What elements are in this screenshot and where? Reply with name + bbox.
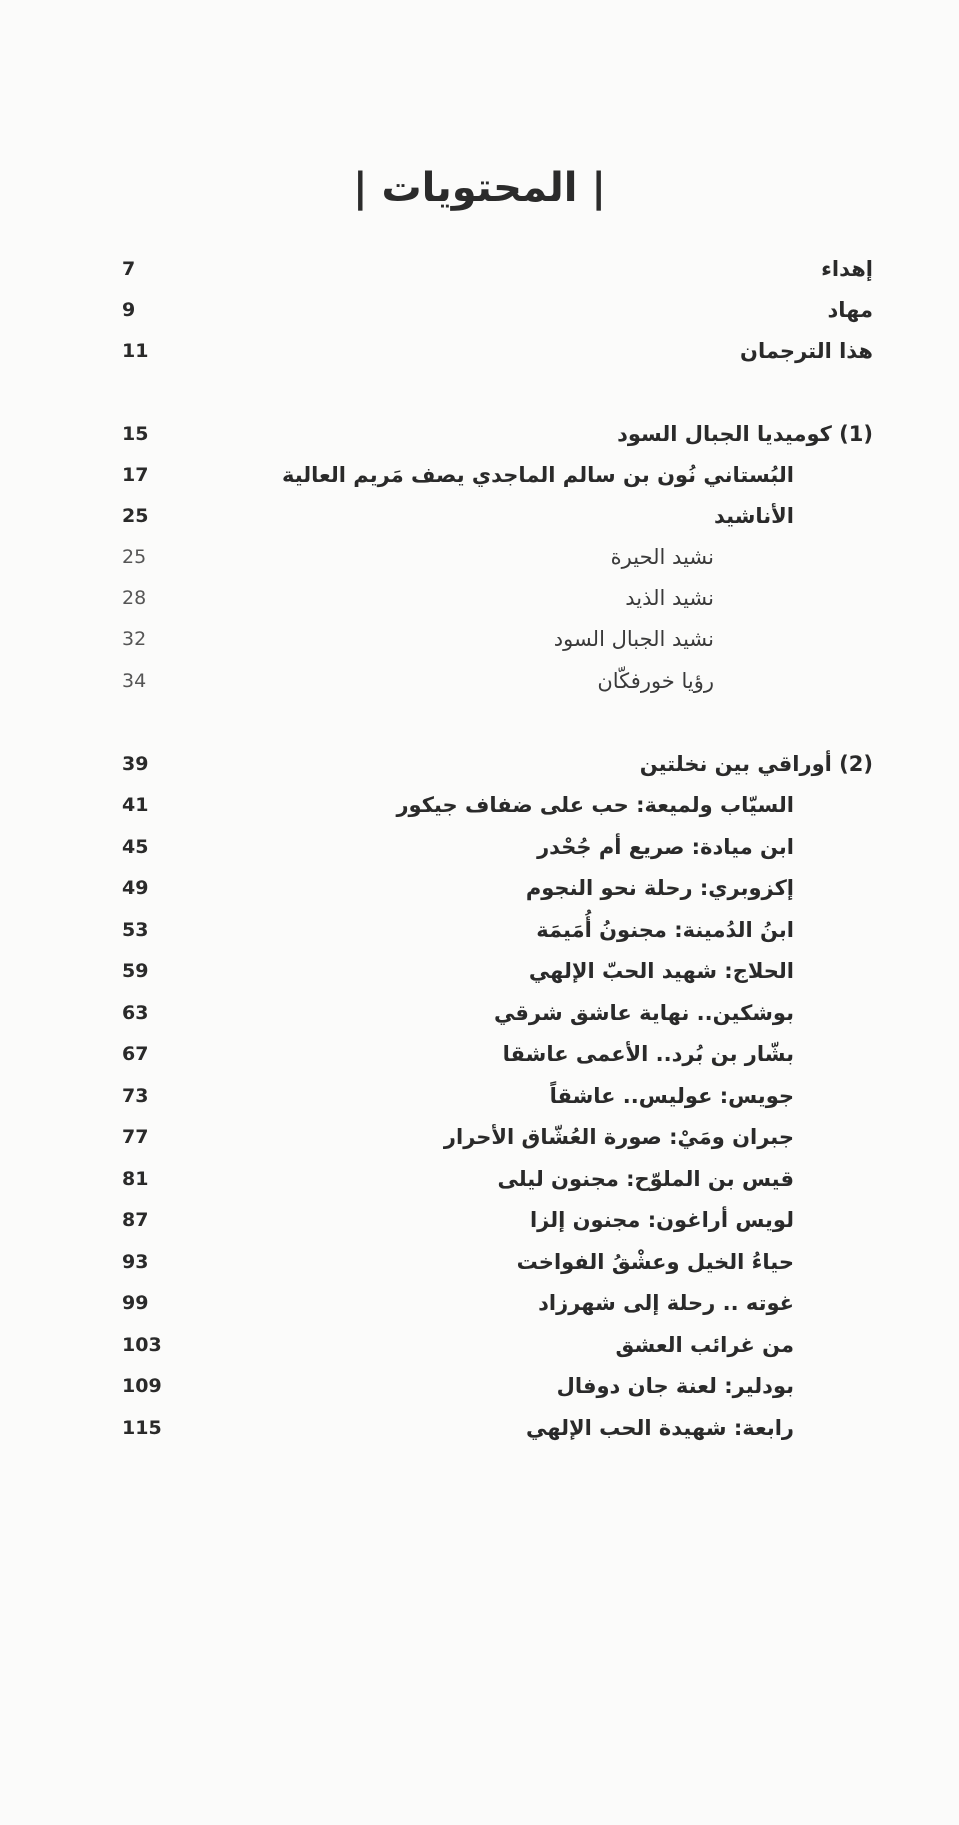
toc-entry-label: جويس: عوليس.. عاشقاً xyxy=(549,1084,794,1108)
toc-page-number: 34 xyxy=(122,670,147,692)
toc-page-number: 25 xyxy=(122,505,149,527)
toc-page-number: 9 xyxy=(122,299,136,321)
toc-entry-label: قيس بن الملوّح: مجنون ليلى xyxy=(497,1167,794,1191)
toc-entry xyxy=(0,496,959,536)
toc-entry-label: الحلاج: شهيد الحبّ الإلهي xyxy=(528,959,794,983)
toc-part-heading xyxy=(0,414,959,454)
toc-entry-label: (1) كوميديا الجبال السود xyxy=(617,422,873,446)
toc-entry xyxy=(0,1200,959,1240)
toc-page-number: 39 xyxy=(122,753,149,775)
toc-page-number: 11 xyxy=(122,340,149,362)
toc-entry-label: بودلير: لعنة جان دوفال xyxy=(556,1374,794,1398)
toc-entry xyxy=(0,785,959,825)
toc-entry xyxy=(0,1076,959,1116)
toc-entry xyxy=(0,1408,959,1448)
toc-entry xyxy=(0,455,959,495)
toc-page-number: 115 xyxy=(122,1417,162,1439)
toc-entry-label: بوشكين.. نهاية عاشق شرقي xyxy=(493,1001,794,1025)
toc-entry-label: رؤيا خورفكّان xyxy=(597,669,714,693)
toc-entry-label: الأناشيد xyxy=(714,504,794,528)
toc-entry-label: من غرائب العشق xyxy=(615,1333,794,1357)
toc-part-heading xyxy=(0,744,959,784)
toc-page-number: 67 xyxy=(122,1043,149,1065)
toc-page-number: 15 xyxy=(122,423,149,445)
toc-entry xyxy=(0,331,959,371)
toc-entry-label: جبران ومَيْ: صورة العُشّاق الأحرار xyxy=(443,1125,794,1149)
toc-entry xyxy=(0,1034,959,1074)
toc-page-number: 41 xyxy=(122,794,149,816)
toc-page-number: 87 xyxy=(122,1209,149,1231)
toc-entry-label: مهاد xyxy=(827,298,873,322)
toc-entry xyxy=(0,827,959,867)
page-title: | المحتويات | xyxy=(352,165,607,211)
toc-entry-label: نشيد الذيد xyxy=(625,586,714,610)
toc-entry-label: نشيد الجبال السود xyxy=(553,627,714,651)
toc-page-number: 109 xyxy=(122,1375,162,1397)
toc-entry xyxy=(0,1242,959,1282)
toc-entry xyxy=(0,1159,959,1199)
toc-entry-label: نشيد الحيرة xyxy=(610,545,714,569)
toc-page-number: 53 xyxy=(122,919,149,941)
toc-subentry xyxy=(0,619,959,659)
toc-page-number: 32 xyxy=(122,628,147,650)
toc-entry-label: حياءُ الخيل وعشْقُ الفواخت xyxy=(516,1250,794,1274)
toc-page-number: 17 xyxy=(122,464,149,486)
toc-page-number: 59 xyxy=(122,960,149,982)
toc-entry xyxy=(0,249,959,289)
toc-entry-label: (2) أوراقي بين نخلتين xyxy=(639,752,873,776)
toc-subentry xyxy=(0,661,959,701)
toc-page-number: 45 xyxy=(122,836,149,858)
toc-page-number: 73 xyxy=(122,1085,149,1107)
toc-entry-label: البُستاني نُون بن سالم الماجدي يصف مَريم العالية xyxy=(281,463,794,487)
toc-entry xyxy=(0,1117,959,1157)
toc-page-number: 99 xyxy=(122,1292,149,1314)
toc-entry-label: هذا الترجمان xyxy=(740,339,873,363)
toc-page-number: 7 xyxy=(122,258,136,280)
toc-entry xyxy=(0,1325,959,1365)
toc-entry-label: غوته .. رحلة إلى شهرزاد xyxy=(538,1291,794,1315)
toc-entry-label: إهداء xyxy=(821,257,873,281)
toc-page-number: 77 xyxy=(122,1126,149,1148)
toc-page-number: 81 xyxy=(122,1168,149,1190)
toc-entry xyxy=(0,1366,959,1406)
toc-entry-label: ابن ميادة: صريع أم جُحْدر xyxy=(537,835,794,859)
toc-subentry xyxy=(0,537,959,577)
toc-entry xyxy=(0,993,959,1033)
toc-page-number: 93 xyxy=(122,1251,149,1273)
toc-subentry xyxy=(0,578,959,618)
toc-entry-label: بشّار بن بُرد.. الأعمى عاشقا xyxy=(502,1042,794,1066)
toc-page-number: 103 xyxy=(122,1334,162,1356)
toc-entry xyxy=(0,1283,959,1323)
toc-entry-label: السيّاب ولميعة: حب على ضفاف جيكور xyxy=(396,793,794,817)
toc-entry-label: ابنُ الدُمينة: مجنونُ أُمَيمَة xyxy=(536,918,794,942)
toc-page-number: 63 xyxy=(122,1002,149,1024)
toc-entry-label: لويس أراغون: مجنون إلزا xyxy=(529,1208,794,1232)
toc-page-number: 25 xyxy=(122,546,147,568)
toc-entry xyxy=(0,951,959,991)
toc-page-number: 28 xyxy=(122,587,147,609)
toc-entry-label: إكزوبري: رحلة نحو النجوم xyxy=(525,876,794,900)
toc-entry xyxy=(0,868,959,908)
toc-entry-label: رابعة: شهيدة الحب الإلهي xyxy=(526,1416,794,1440)
toc-entry xyxy=(0,910,959,950)
toc-page-number: 49 xyxy=(122,877,149,899)
toc-entry xyxy=(0,290,959,330)
